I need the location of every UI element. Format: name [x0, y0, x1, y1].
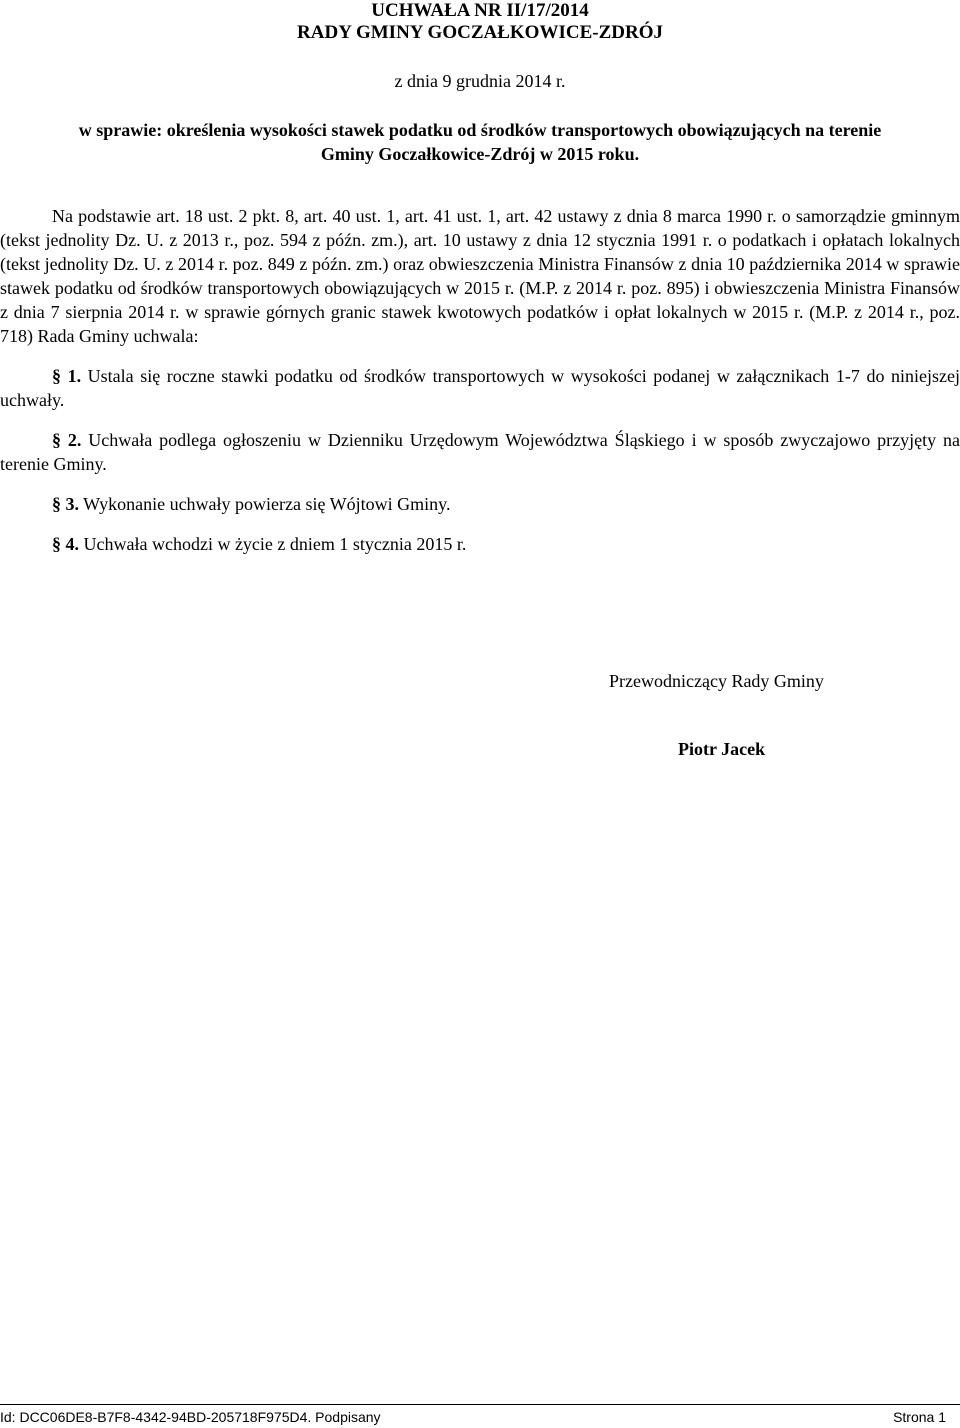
paragraph-text: Uchwała podlega ogłoszeniu w Dzienniku Urzędowym Województwa Śląskiego i w sposób zwyczajowo przyjęty na terenie Gminy.	[0, 430, 960, 474]
paragraph-number: § 4.	[52, 534, 79, 554]
legal-basis-preamble: Na podstawie art. 18 ust. 2 pkt. 8, art. 40 ust. 1, art. 41 ust. 1, art. 42 ustawy z dnia 8 marca 1990 r. o samorządzie gminnym (tekst jednolity Dz. U. z 2013 r., poz. 594 z późn. zm.), art. 10 ustawy z dnia 12 stycznia 1991 r. o podatkach i opłatach lokalnych (tekst jednolity Dz. U. z 2014 r. poz. 849 z późn. zm.) oraz obwieszczenia Ministra Finansów z dnia 10 października 2014 w sprawie stawek podatku od środków transportowych obowiązujących w 2015 r. (M.P. z 2014 r. poz. 895) i obwieszczenia Ministra Finansów z dnia 7 sierpnia 2014 r. w sprawie górnych granic stawek kwotowych podatków i opłat lokalnych w 2015 r. (M.P. z 2014 r., poz. 718) Rada Gminy uchwala:	[0, 206, 960, 346]
resolution-body	[0, 204, 960, 556]
subject-line-1: w sprawie: określenia wysokości stawek podatku od środków transportowych obowiązujących na terenie	[78, 120, 882, 140]
paragraph-text: Wykonanie uchwały powierza się Wójtowi Gminy.	[79, 494, 451, 514]
subject-line-2: Gminy Goczałkowice-Zdrój w 2015 roku.	[320, 144, 640, 164]
paragraph-number: § 1.	[52, 366, 82, 386]
council-name: RADY GMINY GOCZAŁKOWICE-ZDRÓJ	[297, 22, 663, 43]
paragraph-4	[0, 532, 960, 556]
paragraph-number: § 3.	[52, 494, 79, 514]
document-id: Id: DCC06DE8-B7F8-4342-94BD-205718F975D4. Podpisany	[0, 1409, 381, 1425]
paragraph-text: Ustala się roczne stawki podatku od środków transportowych w wysokości podanej w załącznikach 1-7 do niniejszej uchwały.	[0, 366, 960, 410]
paragraph-1	[0, 364, 960, 412]
signatory-role: Przewodniczący Rady Gminy	[609, 671, 824, 691]
page-number: Strona 1	[893, 1409, 946, 1425]
footer-divider	[0, 1404, 960, 1405]
paragraph-3	[0, 492, 960, 516]
signatory-name: Piotr Jacek	[678, 739, 766, 759]
paragraph-2	[0, 428, 960, 476]
paragraph-text: Uchwała wchodzi w życie z dniem 1 stycznia 2015 r.	[79, 534, 467, 554]
resolution-date: z dnia 9 grudnia 2014 r.	[394, 71, 566, 91]
paragraph-number: § 2.	[52, 430, 82, 450]
resolution-title: UCHWAŁA NR II/17/2014	[371, 0, 589, 21]
